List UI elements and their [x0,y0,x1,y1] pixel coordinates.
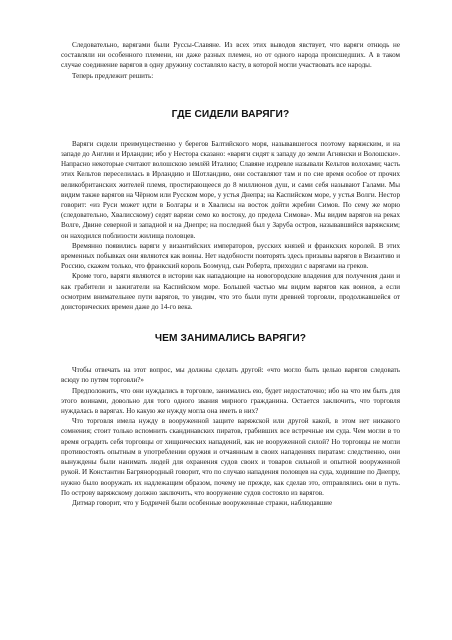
body-paragraph: Чтобы отвечать на этот вопрос, мы должны сделать другой: «что могло быть целью варягов следовать всюду по путям торговли?» [61,366,400,385]
section-heading-where: ГДЕ СИДЕЛИ ВАРЯГИ? [171,108,290,120]
body-paragraph: Дитмар говорит, что у Бодричей были особенные вооруженные стражи, наблюдавшие [72,498,333,507]
body-paragraph: Предположить, что они нуждались в торговле, занимались ею, будет недостаточно; ибо на что им быть для этого воинами, довольно для того одного звания мирного гражданина. Остается заключить, что торговля нуждалась в варягах. Но какую же нужду могла она иметь в них? [61,386,400,416]
body-paragraph: Времянно появились варяги у византийских императоров, русских князей и франкских королей. В этих временных побывках они являются как воины. Нет надобности повторять здесь призывы варягов в Византию и Россию, скажем только, что франкский король Боэмунд, сын Роберта, приходил с варягами на греков. [61,241,400,271]
body-paragraph: Теперь предлежит решить: [72,71,154,80]
body-paragraph: Варяги сидели преимущественно у берегов Балтийского моря, называвшегося поэтому варяжским, и на западе до Англии и Ирландии; ибо у Нестора сказано: «варяги сидят к западу до земли Агнянски и Волошски». Напрасно некоторые считают волошскою землёй Италию; Славяне издревле называли Кельтов волохами; часть этих Кельтов переселилась в Ирландию и Шотландию, они составляют там и по сие время особое от прочих великобританских жителей племя, простирающееся до 8 миллионов душ, и сами себя называют Галами. Мы видим также варягов на Чёрном или Русском море, у устья Днепра; на Каспийском море, у устья Волги. Нестор говорит: «из Руси может идти в Болгары и в Хвалисы на восток дойти жребии Симов. По сему же морю (следовательно, Хвалисскому) седят варязи семо ко востоку, до предела Симова». Мы видим варягов на реках Волге, Двине северной и западной и на Днепре; на последней был у Заруба остров, называвшийся варяжским; он находился поблизости жилища половцев. [61,139,400,240]
body-paragraph: Следовательно, варягами были Руссы-Славяне. Из всех этих выводов явствует, что варяги отнюдь не составляли ни особенного племени, ни даже разных племен, но от одного народа происшедших. А в таком случае соединение варягов в одну дружину составляло касту, в которой могли участвовать все народы. [61,41,400,70]
body-paragraph: Что торговля имела нужду в вооруженной защите варяжской или другой какой, в этом нет никакого сомнения; стоит только вспомнить скандинавских пиратов, грабивших все встречные им суда. Чем могли в то время оградить себя торговцы от хищнических нападений, как не вооруженной силой? Но торговцы не могли противостоять опытным в употреблении оружия и отчаянным в своих нападениях пиратам: следственно, они вынуждены были нанимать людей для охранения судов своих и товаров сильной и опытной вооруженной рукой. И Константин Багрянородный говорит, что по случаю нападения половцев на суда, ходившие по Днепру, нужно было вооружать их надлежащим образом, почему не прежде, как сделав это, отправлялись они в путь. По острову варяжскому должно заключить, что вооружение судов состояло из варягов. [61,417,400,497]
body-paragraph: Кроме того, варяги являются в истории как нападающие на новогородские владения для получения дани и как грабители и зажигатели на Каспийском море. Большей частью мы видим варягов как воинов, а если осмотрим внимательнее пути варягов, то увидим, что это были пути древней торговли, продолжавшейся от доисторических времен даже до 14-го века. [61,272,400,312]
section-heading-what: ЧЕМ ЗАНИМАЛИСЬ ВАРЯГИ? [154,333,307,345]
